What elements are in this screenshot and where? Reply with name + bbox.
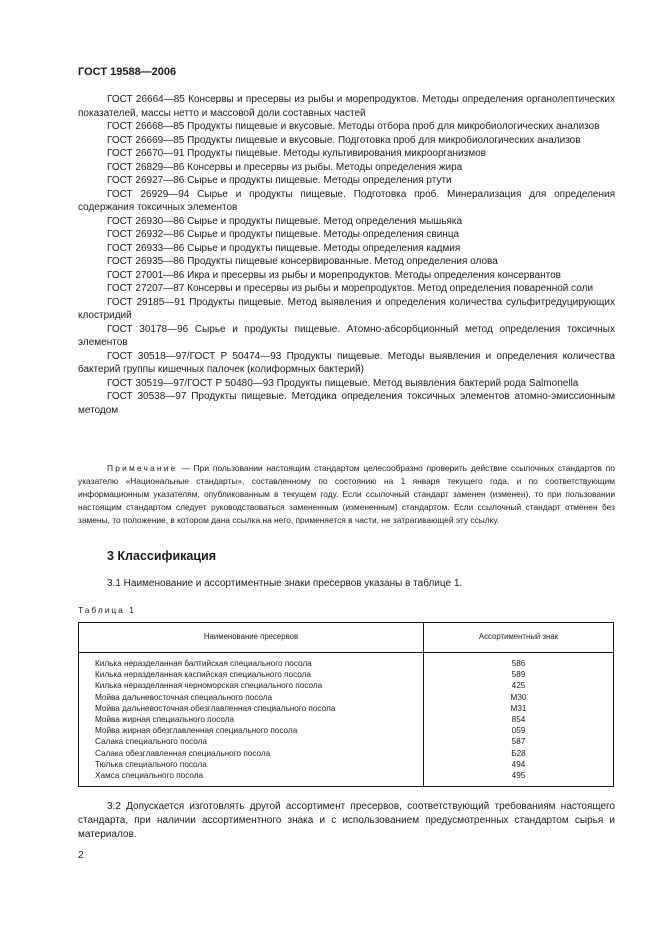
reference-item: ГОСТ 30178—96 Сырье и продукты пищевые. Атомно-абсорбционный метод определения токсичных элементов [78,323,615,348]
paragraph-3-1: 3.1 Наименование и ассортиментные знаки пресервов указаны в таблице 1. [107,578,463,589]
table-row [79,748,613,759]
reference-item: ГОСТ 30519—97/ГОСТ Р 50480—93 Продукты пищевые. Метод выявления бактерий рода Salmonella [107,377,579,389]
assortment-code-cell: Б28 [511,748,526,758]
reference-item: ГОСТ 26935—86 Продукты пищевые консервированные. Метод определения олова [107,256,498,267]
references-note [78,462,615,527]
document-header: ГОСТ 19588—2006 [78,66,177,78]
product-name-cell: Салака обезглавленная специального посола [95,748,271,758]
table-body [79,658,613,781]
assortment-code-cell: 587 [511,737,526,747]
table-row [79,692,613,703]
product-name-cell: Мойва дальневосточная специального посола [95,692,273,702]
table-row [79,736,613,747]
reference-item: ГОСТ 26929—94 Сырье и продукты пищевые. Подготовка проб. Минерализация для определения содержания токсичных элементов [78,188,615,213]
reference-item: ГОСТ 26932—86 Сырье и продукты пищевые. Методы определения свинца [107,229,460,240]
table-row [79,714,613,725]
table-header-divider [79,652,613,653]
table-caption: Таблица 1 [78,605,136,615]
reference-item: ГОСТ 26669—85 Продукты пищевые и вкусовые. Подготовка проб для микробиологических анализов [107,134,581,146]
reference-item: ГОСТ 29185—91 Продукты пищевые. Метод выявления и определения количества сульфитредуцирующих клостридий [78,296,615,321]
assortment-code-cell: 589 [511,670,526,680]
page-number: 2 [78,850,84,861]
paragraph-3-2: 3.2 Допускается изготовлять другой ассортимент пресервов, соответствующий требованиям настоящего стандарта, при наличии ассортиментного знака и с использованием предусмотренных стандартом сырья и материалов. [78,801,615,840]
assortment-code-cell: 494 [511,759,526,769]
product-name-cell: Килька неразделанная черноморская специального посола [95,681,323,691]
reference-item: ГОСТ 26664—85 Консервы и пресервы из рыбы и морепродуктов. Методы определения органолептических показателей, массы нетто и массовой доли составных частей [78,94,615,119]
product-name-cell: Салака специального посола [95,737,208,747]
product-name-cell: Тюлька специального посола [95,759,207,769]
reference-item: ГОСТ 27207—87 Консервы и пресервы из рыбы и морепродуктов. Метод определения поваренной соли [107,283,594,294]
reference-item: ГОСТ 26670—91 Продукты пищевые. Методы культивирования микроорганизмов [107,148,486,159]
assortment-table [78,622,614,787]
note-label: Примечание [107,463,178,473]
section-title: 3 Классификация [107,549,217,563]
normative-references-list [78,93,615,417]
reference-item: ГОСТ 27001—86 Икра и пресервы из рыбы и морепродуктов. Методы определения консервантов [107,269,561,281]
table-row [79,770,613,781]
product-name-cell: Хамса специального посола [95,770,204,780]
assortment-code-cell: 425 [511,681,526,691]
assortment-code-cell: 854 [511,714,526,724]
assortment-code-cell: М31 [510,703,527,713]
reference-item: ГОСТ 30518—97/ГОСТ Р 50474—93 Продукты пищевые. Методы выявления и определения количества бактерий группы кишечных палочек (колиформных бактерий) [78,350,615,375]
reference-item: ГОСТ 26930—86 Сырье и продукты пищевые. Метод определения мышьяка [107,215,463,227]
table-row [79,658,613,669]
table-header-code: Ассортиментный знак [478,632,559,641]
product-name-cell: Мойва жирная обезглавленная специального посола [95,726,298,736]
reference-item: ГОСТ 26927—86 Сырье и продукты пищевые. Методы определения ртути [107,175,452,186]
product-name-cell: Мойва дальневосточная обезглавленная специального посола [95,703,336,713]
table-row [79,669,613,680]
reference-item: ГОСТ 26829—86 Консервы и пресервы из рыбы. Методы определения жира [107,161,463,173]
assortment-code-cell: М30 [510,692,527,702]
assortment-code-cell: 586 [511,659,526,668]
product-name-cell: Килька неразделанная балтийская специального посола [95,659,312,668]
table-row [79,759,613,770]
table-row [79,725,613,736]
reference-item: ГОСТ 30538—97 Продукты пищевые. Методика определения токсичных элементов атомно-эмиссионным методом [78,391,615,416]
assortment-code-cell: 495 [511,770,526,780]
table-row [79,703,613,714]
reference-item: ГОСТ 26933—86 Сырье и продукты пищевые. Методы определения кадмия [107,242,461,254]
product-name-cell: Мойва жирная специального посола [95,714,235,724]
reference-item: ГОСТ 26668—85 Продукты пищевые и вкусовые. Методы отбора проб для микробиологических анализов [107,121,600,132]
note-text: — При пользовании настоящим стандартом целесообразно проверить действие ссылочных стандартов по указателю «Национальные стандарты», составленному по состоянию на 1 января текущего года, и по соответствующим информационным указателям, опубликованным в текущем году. Если ссылочный стандарт заменен (изменен), то при пользовании настоящим стандартом следует руководствоваться замененным (измененным) стандартом. Если ссылочный стандарт отменен без замены, то положение, в котором дана ссылка на него, применяется в части, не затрагивающей эту ссылку. [78,463,615,525]
table-header-name: Наименование пресервов [203,632,299,641]
assortment-code-cell: 059 [511,726,526,736]
table-row [79,680,613,691]
product-name-cell: Килька неразделанная каспийская специального посола [95,670,311,680]
